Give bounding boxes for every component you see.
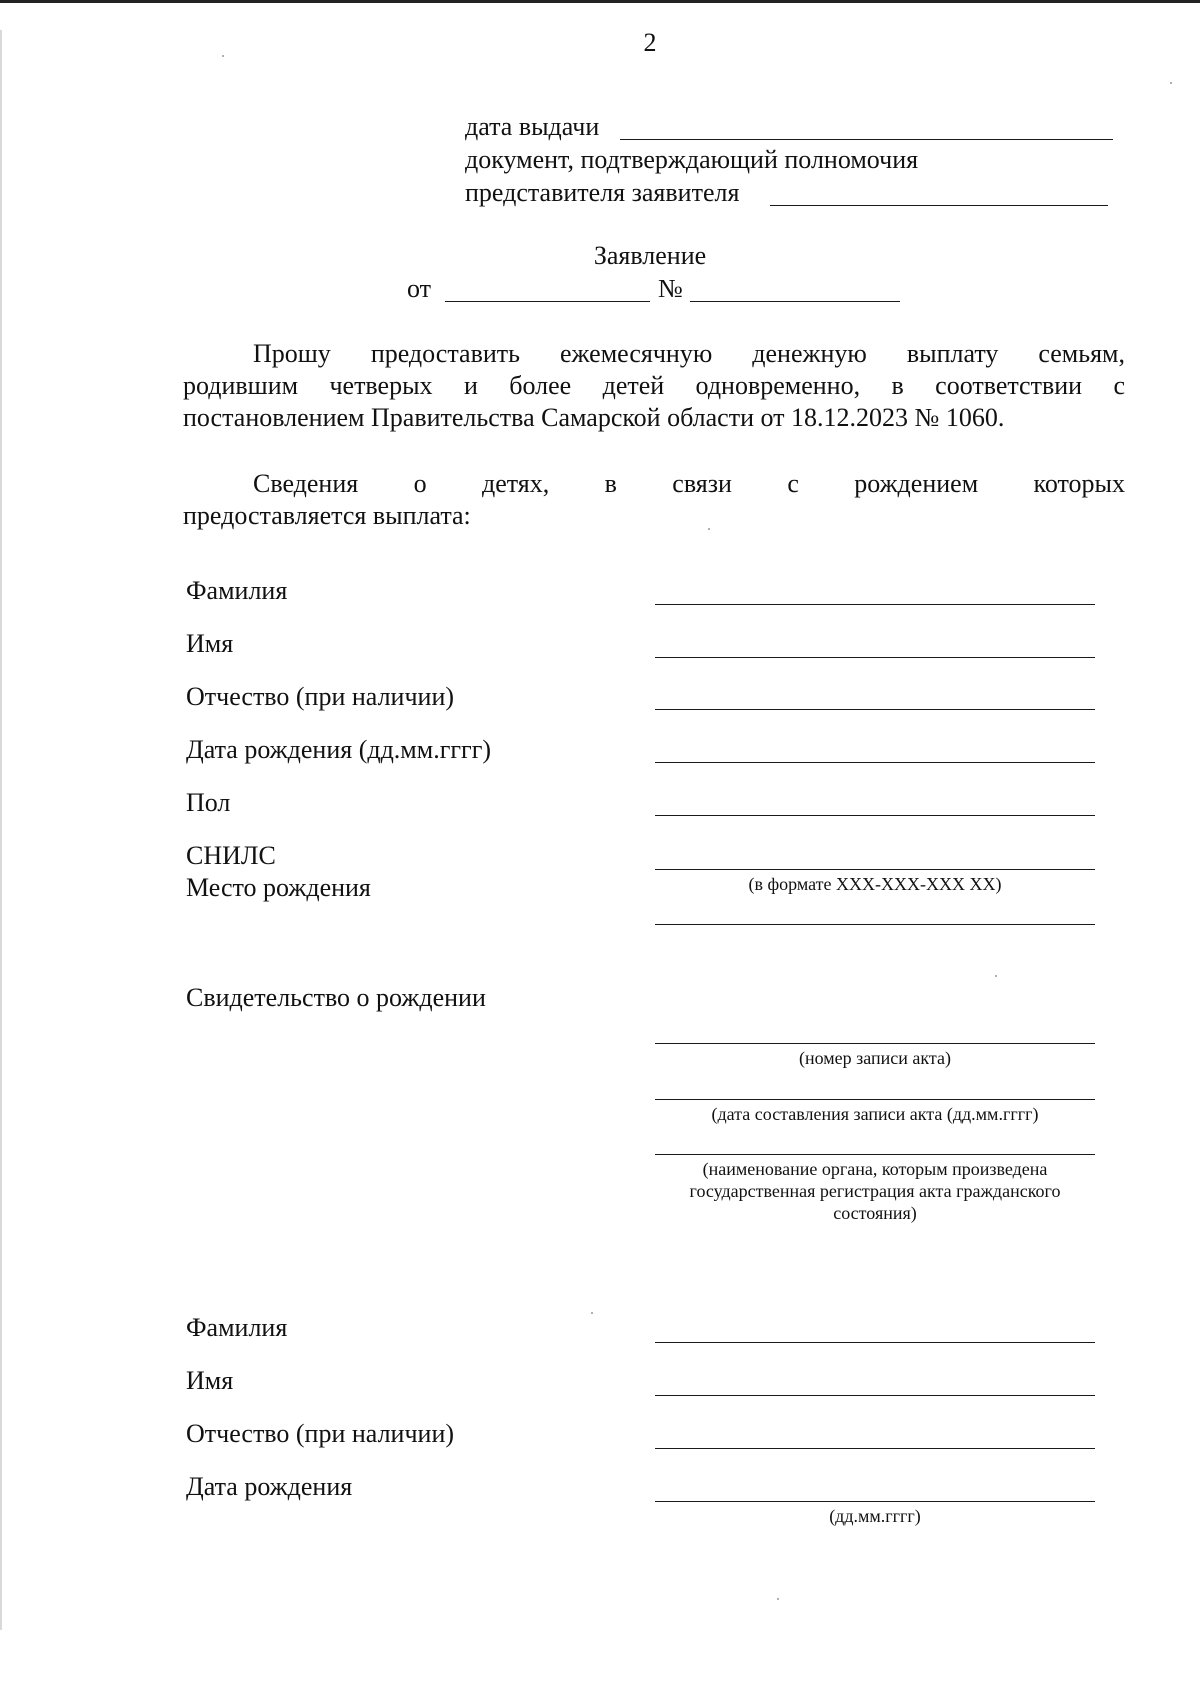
representative-document-field[interactable] (770, 205, 1108, 206)
child2-birthdate-label: Дата рождения (186, 1472, 353, 1501)
scan-speck (708, 528, 710, 530)
scan-border-top (0, 0, 1200, 3)
representative-label: представителя заявителя (465, 178, 740, 207)
page-number: 2 (643, 28, 657, 57)
application-from-label: от (407, 274, 432, 303)
child2-name-field[interactable] (655, 1395, 1095, 1396)
application-date-field[interactable] (445, 301, 650, 302)
child2-birthdate-hint: (дд.мм.гггг) (829, 1506, 921, 1526)
child1-record-date-hint: (дата составления записи акта (дд.мм.гггг) (711, 1104, 1039, 1124)
request-paragraph-line2: родившим четверых и более детей одновременно, в соответствии с (183, 371, 1125, 400)
child1-authority-field[interactable] (655, 1154, 1095, 1155)
child1-name-label: Имя (186, 629, 234, 658)
child1-birthdate-field[interactable] (655, 762, 1095, 763)
request-paragraph-line3: постановлением Правительства Самарской области от 18.12.2023 № 1060. (183, 403, 1005, 432)
child2-patronymic-label: Отчество (при наличии) (186, 1419, 455, 1448)
child1-record-number-field[interactable] (655, 1043, 1095, 1044)
child1-name-field[interactable] (655, 657, 1095, 658)
scan-speck (777, 1598, 779, 1600)
child1-patronymic-label: Отчество (при наличии) (186, 682, 455, 711)
children-info-line2: предоставляется выплата: (183, 501, 471, 530)
child2-surname-label: Фамилия (186, 1313, 288, 1342)
child1-snils-hint: (в формате XXX-XXX-XXX XX) (748, 874, 1002, 894)
child1-birthplace-field[interactable] (655, 924, 1095, 925)
child1-certificate-label: Свидетельство о рождении (186, 983, 486, 1012)
application-number-label: № (658, 274, 683, 303)
child1-authority-hint: (наименование органа, которым произведена государственная регистрация акта гражданского состояния) (689, 1159, 1061, 1223)
child1-surname-label: Фамилия (186, 576, 288, 605)
scan-speck (995, 975, 997, 977)
request-paragraph-line1: Прошу предоставить ежемесячную денежную выплату семьям, (253, 339, 1125, 368)
child1-snils-label: СНИЛС (186, 841, 276, 870)
child1-birthdate-label: Дата рождения (дд.мм.гггг) (186, 735, 492, 764)
application-title: Заявление (593, 241, 707, 270)
child1-record-date-field[interactable] (655, 1099, 1095, 1100)
scan-speck (591, 1312, 593, 1314)
issue-date-field[interactable] (620, 139, 1113, 140)
child2-name-label: Имя (186, 1366, 234, 1395)
application-number-field[interactable] (690, 301, 900, 302)
child2-birthdate-field[interactable] (655, 1501, 1095, 1502)
child1-snils-field[interactable] (655, 869, 1095, 870)
child1-birthplace-label: Место рождения (186, 873, 371, 902)
scan-speck (1170, 82, 1172, 84)
child2-patronymic-field[interactable] (655, 1448, 1095, 1449)
children-info-line1: Сведения о детях, в связи с рождением которых (253, 469, 1125, 498)
issue-date-label: дата выдачи (465, 112, 600, 141)
child1-record-number-hint: (номер записи акта) (799, 1048, 951, 1068)
child1-sex-label: Пол (186, 788, 231, 817)
authority-document-label: документ, подтверждающий полномочия (465, 145, 919, 174)
child1-patronymic-field[interactable] (655, 709, 1095, 710)
child2-surname-field[interactable] (655, 1342, 1095, 1343)
child1-sex-field[interactable] (655, 815, 1095, 816)
child1-surname-field[interactable] (655, 604, 1095, 605)
